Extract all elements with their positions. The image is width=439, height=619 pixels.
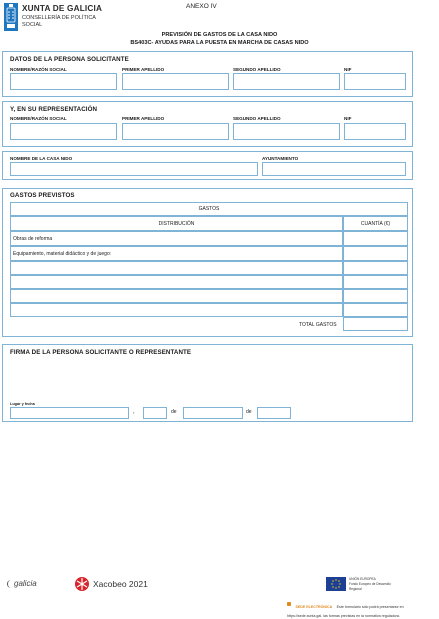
de-label: de — [246, 409, 252, 415]
rep-nif-field[interactable] — [344, 123, 406, 140]
field-label: PRIMER APELLIDO — [122, 116, 165, 121]
lugar-field[interactable] — [10, 407, 129, 419]
table-row[interactable] — [10, 231, 343, 246]
section-title: DATOS DE LA PERSONA SOLICITANTE — [10, 56, 129, 63]
table-row[interactable] — [10, 246, 343, 261]
section-title: GASTOS PREVISTOS — [10, 192, 75, 199]
field-label: SEGUNDO APELLIDO — [233, 67, 281, 72]
xacobeo-shell-icon — [74, 576, 90, 592]
gastos-section — [2, 188, 413, 337]
galicia-logo — [7, 579, 37, 588]
amount-cell[interactable] — [343, 231, 408, 246]
field-label: NOMBRE/RAZÓN SOCIAL — [10, 67, 67, 72]
table-header-label: GASTOS — [198, 206, 220, 212]
de-label: de — [171, 409, 177, 415]
primer-apellido-field[interactable] — [122, 73, 229, 90]
nombre-razon-social-field[interactable] — [10, 73, 117, 90]
amount-cell[interactable] — [343, 261, 408, 275]
table-row[interactable] — [10, 303, 343, 317]
section-title: FIRMA DE LA PERSONA SOLICITANTE O REPRESENTANTE — [10, 349, 192, 356]
row-label: Obras de reforma — [13, 236, 53, 242]
total-label: TOTAL GASTOS — [299, 322, 337, 328]
ayuntamiento-field[interactable] — [262, 162, 406, 176]
sede-icon — [287, 602, 291, 606]
gastos-table-header — [10, 202, 408, 216]
rep-segundo-apellido-field[interactable] — [233, 123, 340, 140]
table-row[interactable] — [10, 275, 343, 289]
xunta-logo — [4, 3, 18, 31]
field-label: AYUNTAMIENTO — [262, 156, 299, 161]
sede-text: Este formulario sólo podrá presentarse en https://sede.xunta.gal. las formas previstas en la normativa reguladora. — [287, 605, 404, 618]
mes-field[interactable] — [183, 407, 243, 419]
eu-logo — [326, 577, 399, 592]
eu-flag-icon — [326, 577, 346, 591]
field-label: NOMBRE/RAZÓN SOCIAL — [10, 116, 67, 121]
annex-label: ANEXO IV — [186, 3, 217, 10]
dept-line1: CONSELLERÍA DE POLÍTICA — [22, 15, 96, 21]
dept-line2: SOCIAL — [22, 22, 43, 28]
solicitante-section — [2, 51, 413, 97]
casa-nido-section — [2, 151, 413, 180]
org-name: XUNTA DE GALICIA — [22, 4, 103, 13]
galicia-text: galicia — [14, 579, 37, 588]
col-header-cuantia — [343, 216, 408, 231]
coat-of-arms-icon — [4, 3, 18, 31]
xacobeo-logo — [74, 576, 148, 592]
dia-field[interactable] — [143, 407, 167, 419]
field-label: NOMBRE DE LA CASA NIDO — [10, 156, 73, 161]
representacion-section — [2, 101, 413, 147]
ano-field[interactable] — [257, 407, 291, 419]
amount-cell[interactable] — [343, 289, 408, 303]
field-label: SEGUNDO APELLIDO — [233, 116, 281, 121]
comma-separator: , — [133, 409, 135, 415]
segundo-apellido-field[interactable] — [233, 73, 340, 90]
eu-text: UNIÓN EUROPEA — [349, 577, 376, 581]
field-label: PRIMER APELLIDO — [122, 67, 165, 72]
section-title: Y, EN SU REPRESENTACIÓN — [10, 106, 98, 113]
amount-cell[interactable] — [343, 246, 408, 261]
amount-cell[interactable] — [343, 275, 408, 289]
table-row[interactable] — [10, 289, 343, 303]
lugar-fecha-label: Lugar y fecha — [10, 402, 35, 406]
field-label: NIF — [344, 67, 352, 72]
field-label: NIF — [344, 116, 352, 121]
row-label: Equipamiento, material didáctico y de juego: — [13, 251, 112, 257]
page-subtitle: BS403C- AYUDAS PARA LA PUESTA EN MARCHA DE CASAS NIDO — [130, 40, 309, 46]
col-label: DISTRIBUCIÓN — [158, 220, 195, 227]
sede-label: SEDE ELECTRÓNICA — [295, 605, 333, 609]
amount-cell[interactable] — [343, 303, 408, 317]
table-row[interactable] — [10, 261, 343, 275]
firma-section — [2, 344, 413, 422]
rep-nombre-field[interactable] — [10, 123, 117, 140]
eu-text: Fondo Europeo de Desarrollo Regional — [349, 582, 391, 591]
galicia-swoosh-icon — [7, 580, 13, 588]
nombre-casa-nido-field[interactable] — [10, 162, 258, 176]
col-label: CUANTÍA (€) — [360, 220, 391, 227]
page-title: PREVISIÓN DE GASTOS DE LA CASA NIDO — [161, 32, 278, 38]
nif-field[interactable] — [344, 73, 406, 90]
xacobeo-text: Xacobeo 2021 — [93, 579, 148, 589]
rep-primer-apellido-field[interactable] — [122, 123, 229, 140]
sede-electronica-note — [287, 601, 437, 619]
total-amount-cell[interactable] — [343, 317, 408, 331]
col-header-distribucion — [10, 216, 343, 231]
